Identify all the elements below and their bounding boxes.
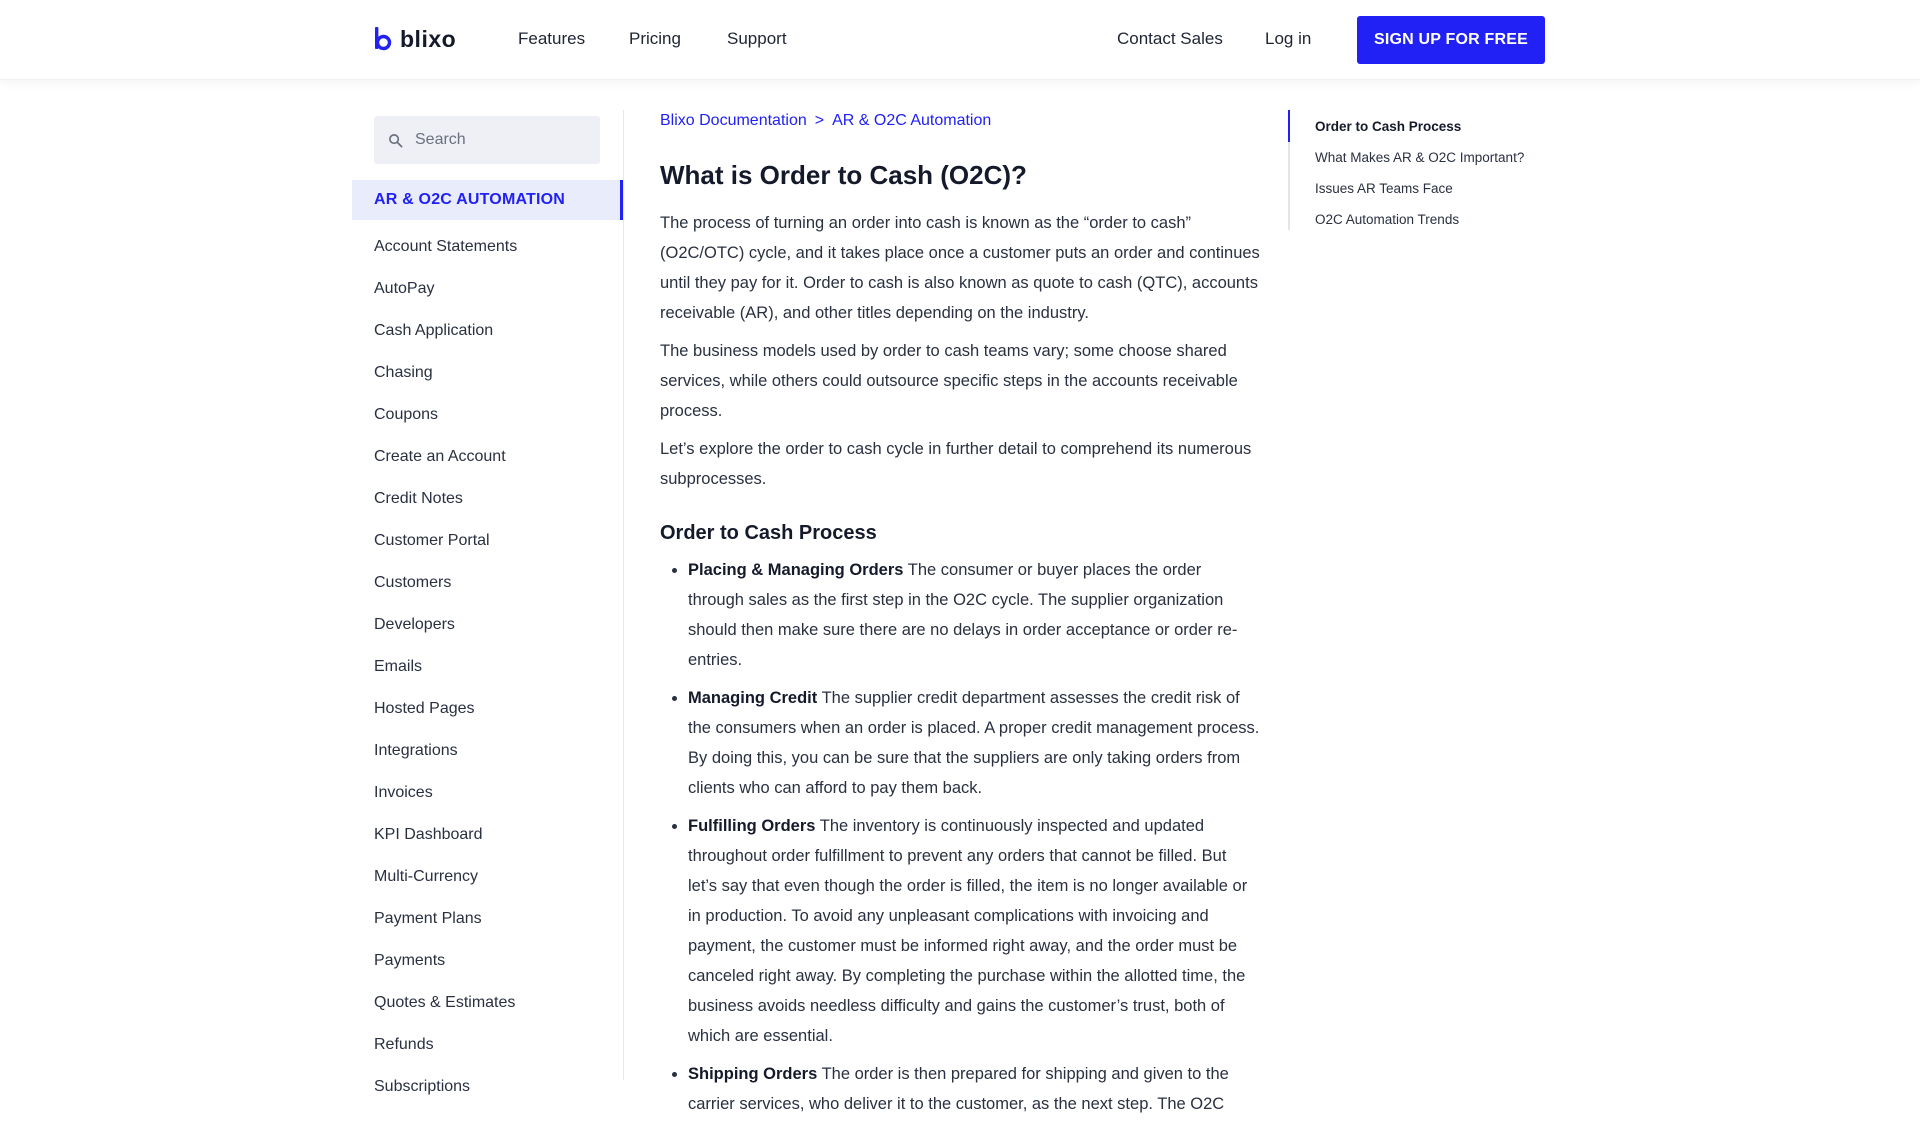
- intro-paragraph: The process of turning an order into cash is known as the “order to cash” (O2C/OTC) cycle, and it takes place once a customer puts an order and continues until they pay for it. Order to cash is also known as quote to cash (QTC), accounts receivable (AR), and other titles depending on the industry.: [660, 214, 1260, 322]
- contact-sales-link[interactable]: Contact Sales: [1117, 29, 1223, 48]
- process-step-text: The order is then prepared for shipping and given to the carrier services, who deliver it to the customer, as the next step. The O2C: [688, 1065, 1229, 1113]
- sidebar-item-cash-application[interactable]: Cash Application: [374, 322, 494, 339]
- breadcrumb-separator: >: [814, 112, 825, 129]
- process-step-term: Fulfilling Orders: [688, 817, 816, 835]
- toc-item-o2c-automation-trends[interactable]: O2C Automation Trends: [1315, 212, 1460, 227]
- docs-sidebar: [352, 110, 624, 1095]
- nav-features[interactable]: Features: [518, 29, 586, 48]
- sidebar-item-create-an-account[interactable]: Create an Account: [374, 448, 506, 465]
- sidebar-item-autopay[interactable]: AutoPay: [374, 280, 435, 297]
- sidebar-nav-list: [374, 226, 517, 1108]
- sidebar-item-developers[interactable]: Developers: [374, 616, 455, 633]
- sidebar-item-hosted-pages[interactable]: Hosted Pages: [374, 700, 475, 717]
- search-icon: [388, 133, 403, 148]
- sidebar-section-ar-o2c-automation[interactable]: AR & O2C AUTOMATION: [352, 180, 623, 220]
- process-step-term: Shipping Orders: [688, 1065, 818, 1083]
- breadcrumb-link-blixo-documentation[interactable]: Blixo Documentation: [660, 112, 807, 129]
- sidebar-item-quotes-estimates[interactable]: Quotes & Estimates: [374, 994, 516, 1011]
- process-step: [688, 1059, 1260, 1119]
- sidebar-item-customers[interactable]: Customers: [374, 574, 452, 591]
- top-header: [0, 0, 1920, 80]
- sidebar-item-credit-notes[interactable]: Credit Notes: [374, 490, 463, 507]
- business-models-paragraph: The business models used by order to cash teams vary; some choose shared services, while others could outsource specific steps in the accounts receivable process.: [660, 342, 1238, 420]
- toc-active-indicator: [1288, 110, 1290, 142]
- sidebar-item-subscriptions[interactable]: Subscriptions: [374, 1078, 471, 1095]
- explore-paragraph: Let’s explore the order to cash cycle in further detail to comprehend its numerous subprocesses.: [660, 440, 1252, 488]
- login-link[interactable]: Log in: [1265, 29, 1312, 48]
- toc-item-issues-ar-teams-face[interactable]: Issues AR Teams Face: [1315, 181, 1453, 196]
- nav-pricing[interactable]: Pricing: [629, 29, 681, 48]
- search-box[interactable]: [374, 116, 600, 164]
- breadcrumb-link-ar-o2c-automation[interactable]: AR & O2C Automation: [832, 112, 992, 129]
- logo-text: blixo: [400, 25, 457, 52]
- sidebar-item-coupons[interactable]: Coupons: [374, 406, 439, 423]
- sidebar-item-customer-portal[interactable]: Customer Portal: [374, 532, 490, 549]
- breadcrumb: [660, 110, 1260, 132]
- sidebar-item-kpi-dashboard[interactable]: KPI Dashboard: [374, 826, 483, 843]
- blixo-logo-icon: [374, 27, 392, 51]
- blixo-logo[interactable]: [374, 24, 456, 54]
- sidebar-item-chasing[interactable]: Chasing: [374, 364, 433, 381]
- process-step-term: Managing Credit: [688, 689, 818, 707]
- process-step: [688, 811, 1260, 1051]
- sidebar-item-refunds[interactable]: Refunds: [374, 1036, 434, 1053]
- signup-button[interactable]: SIGN UP FOR FREE: [1357, 16, 1545, 64]
- sidebar-item-invoices[interactable]: Invoices: [374, 784, 433, 801]
- toc-item-what-makes-ar-o2c-important[interactable]: What Makes AR & O2C Important?: [1315, 150, 1525, 165]
- process-step-term: Placing & Managing Orders: [688, 561, 904, 579]
- sidebar-item-emails[interactable]: Emails: [374, 658, 423, 675]
- article-content: [660, 110, 1260, 1127]
- process-step-text: The inventory is continuously inspected and updated throughout order fulfillment to prevent any orders that cannot be filled. But let’s say that even though the order is filled, the item is no longer available or in production. To avoid any unpleasant complications with invoicing and payment, the customer must be informed right away, and the order must be canceled right away. By completing the purchase within the allotted time, the business avoids needless difficulty and gains the customer’s trust, both of which are essential.: [688, 817, 1248, 1045]
- toc-item-order-to-cash-process[interactable]: Order to Cash Process: [1315, 119, 1462, 134]
- sidebar-item-multi-currency[interactable]: Multi-Currency: [374, 868, 479, 885]
- sidebar-item-integrations[interactable]: Integrations: [374, 742, 458, 759]
- order-to-cash-process-heading: Order to Cash Process: [660, 522, 877, 544]
- sidebar-item-payment-plans[interactable]: Payment Plans: [374, 910, 482, 927]
- page-title: What is Order to Cash (O2C)?: [660, 160, 1027, 190]
- process-step-text: The consumer or buyer places the order through sales as the first step in the O2C cycle. The supplier organization should then make sure there are no delays in order acceptance or order re-entries.: [688, 561, 1238, 669]
- sidebar-item-account-statements[interactable]: Account Statements: [374, 238, 518, 255]
- process-step: [688, 683, 1260, 803]
- search-input[interactable]: [415, 131, 595, 149]
- process-step-text: The supplier credit department assesses the credit risk of the consumers when an order is placed. A proper credit management process. By doing this, you can be sure that the suppliers are only taking orders from clients who can afford to pay them back.: [688, 689, 1260, 797]
- process-step: [688, 555, 1260, 675]
- nav-support[interactable]: Support: [727, 29, 787, 48]
- toc-list: [1290, 110, 1548, 235]
- sidebar-item-payments[interactable]: Payments: [374, 952, 446, 969]
- table-of-contents: [1288, 110, 1548, 230]
- process-steps-list: [660, 555, 1260, 1119]
